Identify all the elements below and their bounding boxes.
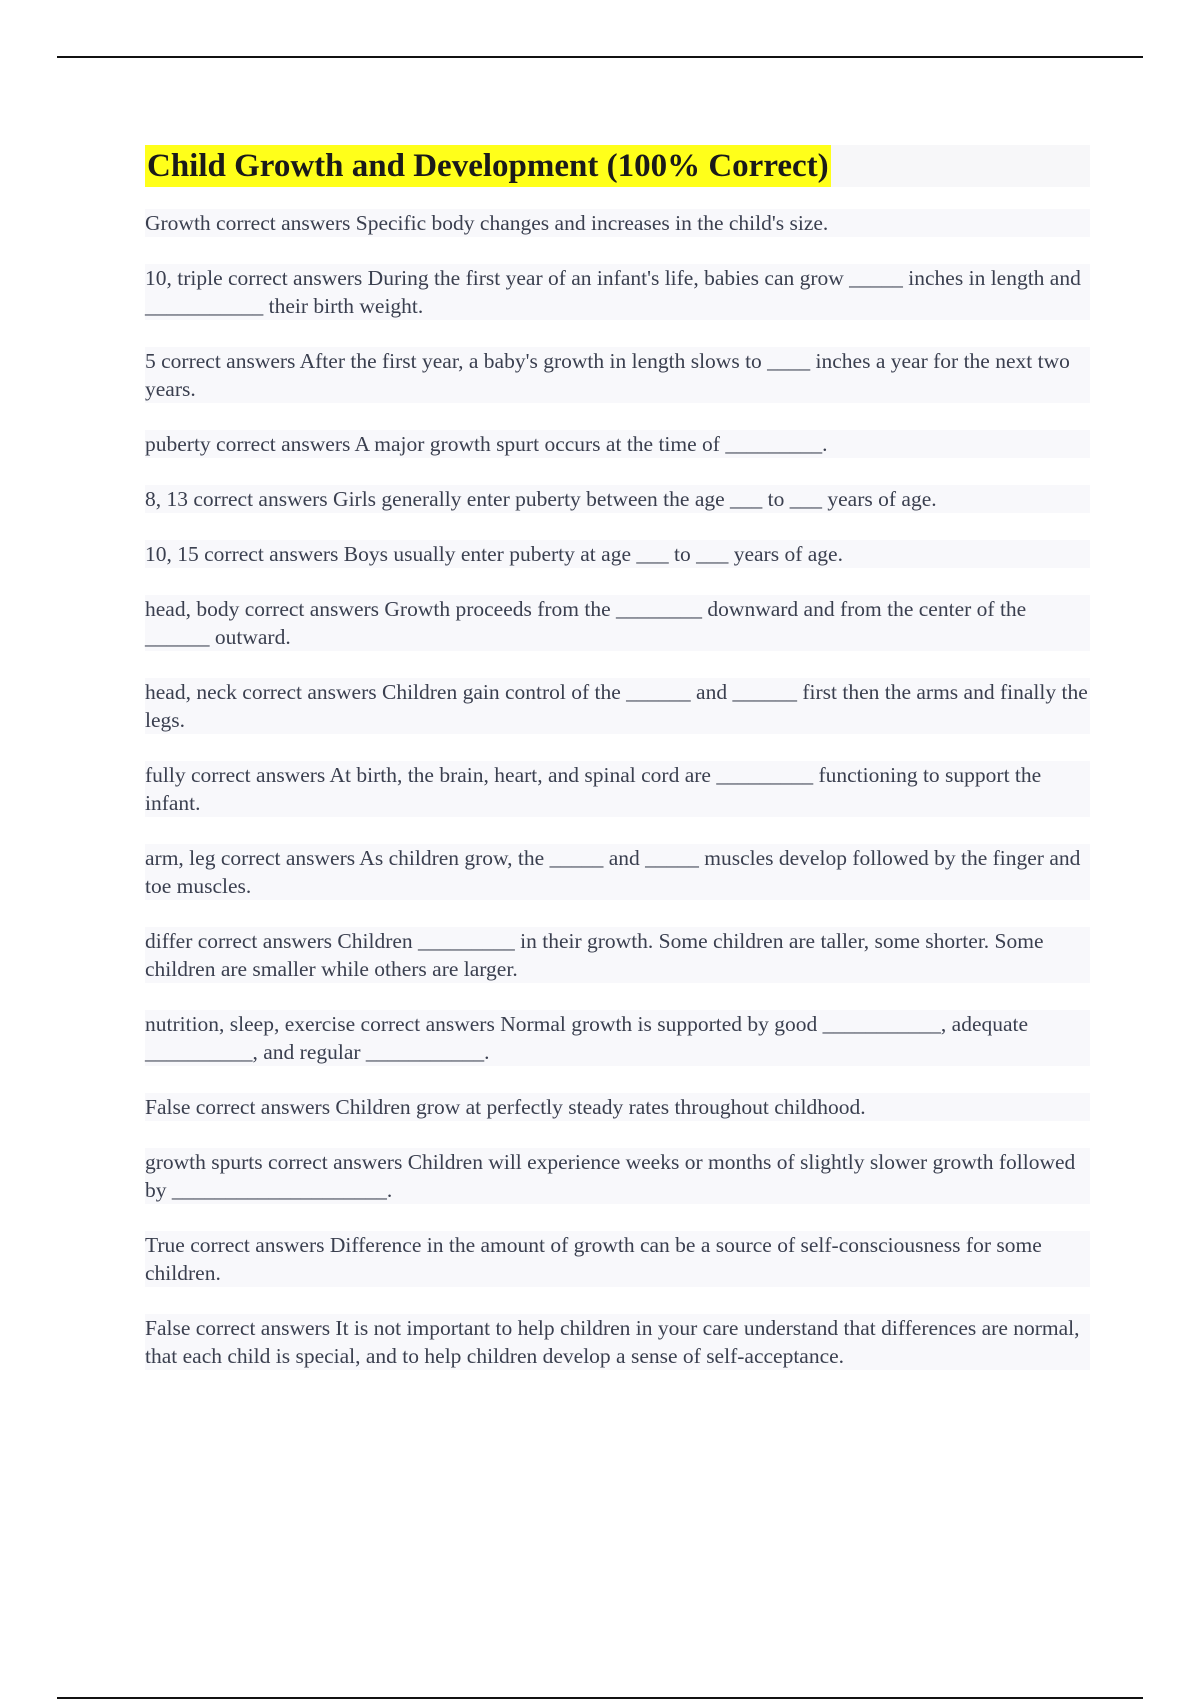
qa-item: nutrition, sleep, exercise correct answers Normal growth is supported by good ___________, adequate __________, and regular ___________. [145,1010,1090,1066]
qa-item: True correct answers Difference in the amount of growth can be a source of self-consciousness for some children. [145,1231,1090,1287]
qa-list [145,209,1090,1370]
qa-item: 8, 13 correct answers Girls generally enter puberty between the age ___ to ___ years of age. [145,485,1090,513]
qa-item: False correct answers Children grow at perfectly steady rates throughout childhood. [145,1093,1090,1121]
qa-item: 10, 15 correct answers Boys usually enter puberty at age ___ to ___ years of age. [145,540,1090,568]
qa-item: Growth correct answers Specific body changes and increases in the child's size. [145,209,1090,237]
title-bar [145,145,1090,187]
document-body [145,145,1090,1397]
qa-item: puberty correct answers A major growth spurt occurs at the time of _________. [145,430,1090,458]
qa-item: head, body correct answers Growth proceeds from the ________ downward and from the center of the ______ outward. [145,595,1090,651]
qa-item: differ correct answers Children _________ in their growth. Some children are taller, some shorter. Some children are smaller while others are larger. [145,927,1090,983]
qa-item: fully correct answers At birth, the brain, heart, and spinal cord are _________ functioning to support the infant. [145,761,1090,817]
qa-item: False correct answers It is not important to help children in your care understand that differences are normal, that each child is special, and to help children develop a sense of self-acceptance. [145,1314,1090,1370]
bottom-horizontal-rule [57,1697,1143,1699]
qa-item: growth spurts correct answers Children will experience weeks or months of slightly slower growth followed by ____________________. [145,1148,1090,1204]
qa-item: head, neck correct answers Children gain control of the ______ and ______ first then the arms and finally the legs. [145,678,1090,734]
top-horizontal-rule [57,56,1143,58]
qa-item: arm, leg correct answers As children grow, the _____ and _____ muscles develop followed by the finger and toe muscles. [145,844,1090,900]
qa-item: 5 correct answers After the first year, a baby's growth in length slows to ____ inches a year for the next two years. [145,347,1090,403]
document-title: Child Growth and Development (100% Correct) [145,145,831,187]
qa-item: 10, triple correct answers During the first year of an infant's life, babies can grow _____ inches in length and ___________ their birth weight. [145,264,1090,320]
